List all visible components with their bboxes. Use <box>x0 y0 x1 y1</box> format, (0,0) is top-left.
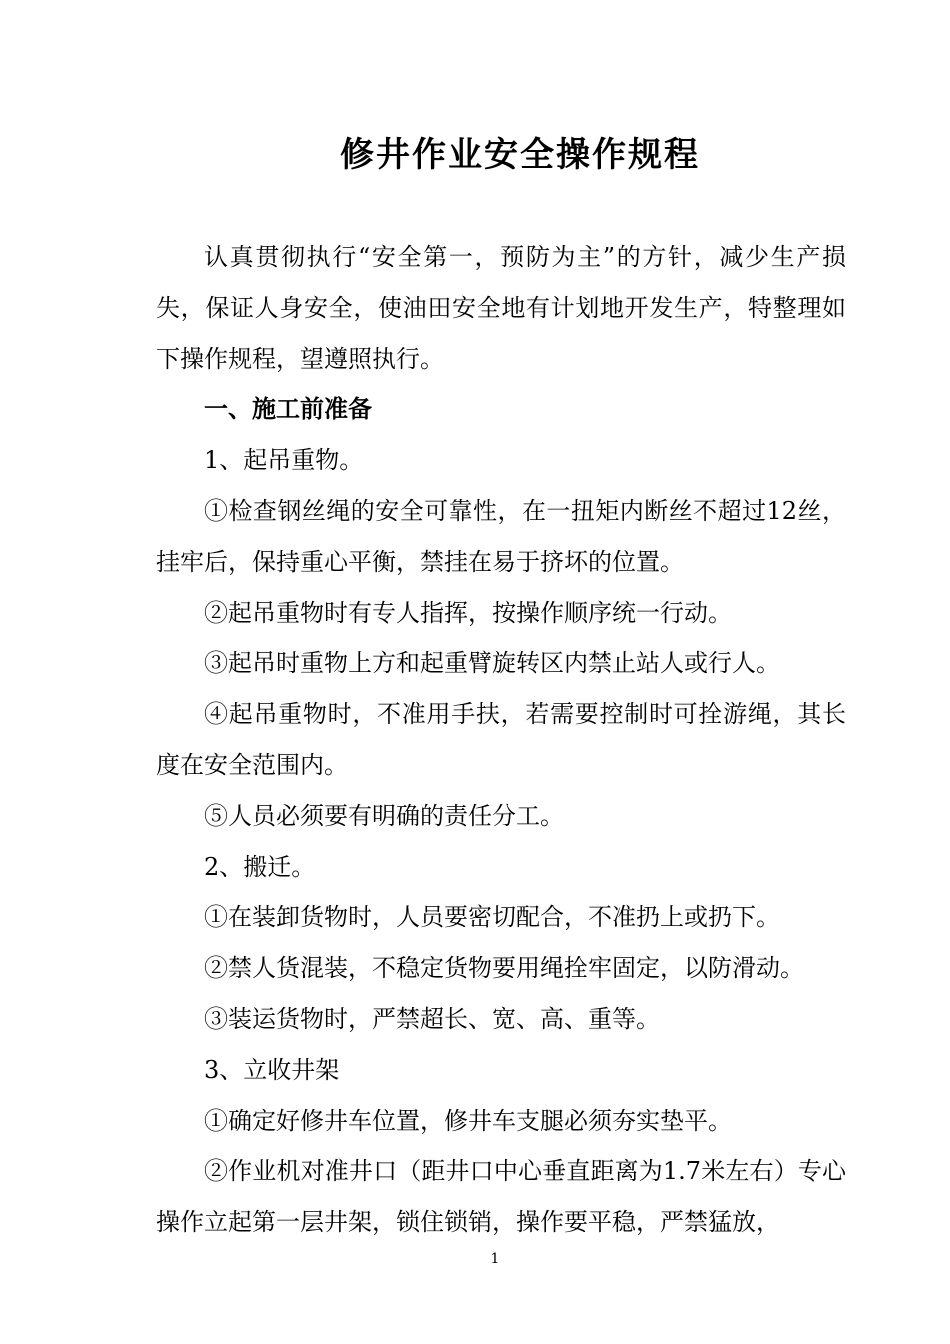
list-item: ②起吊重物时有专人指挥，按操作顺序统一行动。 <box>204 598 732 627</box>
page-number: 1 <box>490 1251 500 1267</box>
list-item: ⑤人员必须要有明确的责任分工。 <box>204 801 564 830</box>
intro-paragraph: 认真贯彻执行“安全第一，预防为主”的方针，减少生产损失，保证人身安全，使油田安全地有计划地开发生产，特整理如下操作规程，望遵照执行。 <box>156 243 846 373</box>
list-item: ④起吊重物时，不准用手扶，若需要控制时可拴游绳，其长度在安全范围内。 <box>156 700 846 779</box>
list-item: ①在装卸货物时，人员要密切配合，不准扔上或扔下。 <box>204 903 780 932</box>
list-item: ①检查钢丝绳的安全可靠性，在一扭矩内断丝不超过12丝，挂牢后，保持重心平衡，禁挂在易于挤坏的位置。 <box>156 496 846 576</box>
list-item: ①确定好修井车位置，修井车支腿必须夯实垫平。 <box>204 1106 732 1135</box>
subsection-heading: 1、起吊重物。 <box>204 446 364 475</box>
subsection-heading: 3、立收井架 <box>204 1055 340 1084</box>
list-item: ②作业机对准井口（距井口中心垂直距离为1.7米左右）专心操作立起第一层井架，锁住锁销，操作要平稳，严禁猛放， <box>156 1157 846 1237</box>
document-title: 修井作业安全操作规程 <box>340 135 700 175</box>
section-heading: 一、施工前准备 <box>204 394 372 424</box>
list-item: ②禁人货混装，不稳定货物要用绳拴牢固定，以防滑动。 <box>204 954 804 983</box>
document-body <box>156 232 846 1248</box>
list-item: ③起吊时重物上方和起重臂旋转区内禁止站人或行人。 <box>204 649 780 678</box>
subsection-heading: 2、搬迁。 <box>204 852 316 881</box>
list-item: ③装运货物时，严禁超长、宽、高、重等。 <box>204 1004 660 1033</box>
